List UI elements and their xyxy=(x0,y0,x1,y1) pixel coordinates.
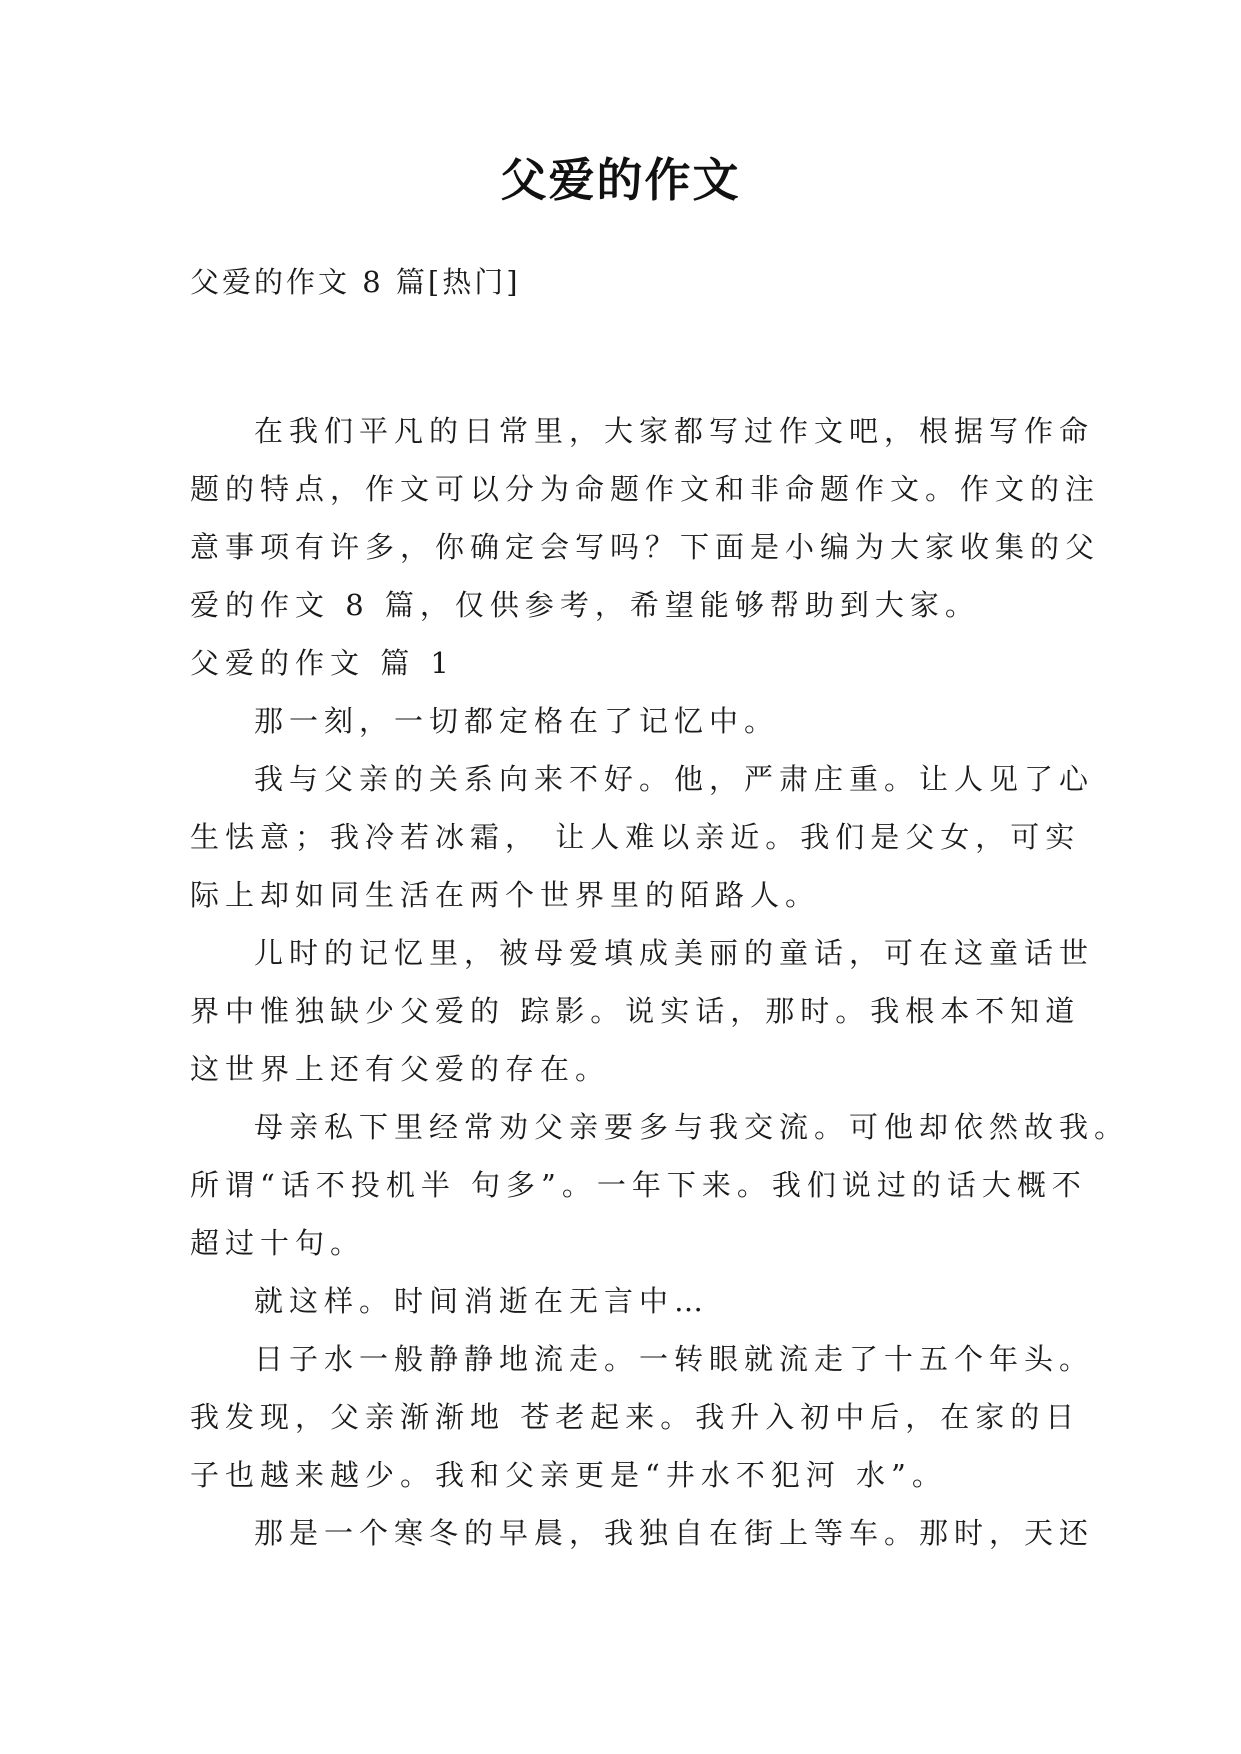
text-line: 日子水一般静静地流走。一转眼就流走了十五个年头。 xyxy=(254,1342,1095,1376)
text-line: 这世界上还有父爱的存在。 xyxy=(190,1052,611,1086)
text-line: 意事项有许多，你确定会写吗？下面是小编为大家收集的父 xyxy=(190,530,1101,564)
text-line: 超过十句。 xyxy=(190,1226,366,1260)
text-line: 父爱的作文 篇 1 xyxy=(190,646,455,680)
text-line: 所谓“话不投机半 句多”。一年下来。我们说过的话大概不 xyxy=(190,1168,1087,1202)
text-line: 母亲私下里经常劝父亲要多与我交流。可他却依然故我。 xyxy=(254,1110,1130,1144)
text-line: 爱的作文 8 篇，仅供参考，希望能够帮助到大家。 xyxy=(190,588,980,622)
text-line: 我发现，父亲渐渐地 苍老起来。我升入初中后，在家的日 xyxy=(190,1400,1081,1434)
text-line: 生怯意；我冷若冰霜， 让人难以亲近。我们是父女，可实 xyxy=(190,820,1081,854)
text-line: 那一刻，一切都定格在了记忆中。 xyxy=(254,704,780,738)
text-line: 际上却如同生活在两个世界里的陌路人。 xyxy=(190,878,821,912)
text-line: 我与父亲的关系向来不好。他，严肃庄重。让人见了心 xyxy=(254,762,1095,796)
document-body xyxy=(190,402,1130,1562)
text-line: 子也越来越少。我和父亲更是“井水不犯河 水”。 xyxy=(190,1458,947,1492)
text-line: 那是一个寒冬的早晨，我独自在街上等车。那时，天还 xyxy=(254,1516,1095,1550)
text-line: 儿时的记忆里，被母爱填成美丽的童话，可在这童话世 xyxy=(254,936,1095,970)
text-line: 界中惟独缺少父爱的 踪影。说实话，那时。我根本不知道 xyxy=(190,994,1081,1028)
text-line: 在我们平凡的日常里，大家都写过作文吧，根据写作命 xyxy=(254,414,1095,448)
text-line: 题的特点，作文可以分为命题作文和非命题作文。作文的注 xyxy=(190,472,1101,506)
document-subtitle: 父爱的作文 8 篇[热门] xyxy=(190,265,521,299)
document-title: 父爱的作文 xyxy=(500,153,741,207)
text-line: 就这样。时间消逝在无言中… xyxy=(254,1284,710,1318)
